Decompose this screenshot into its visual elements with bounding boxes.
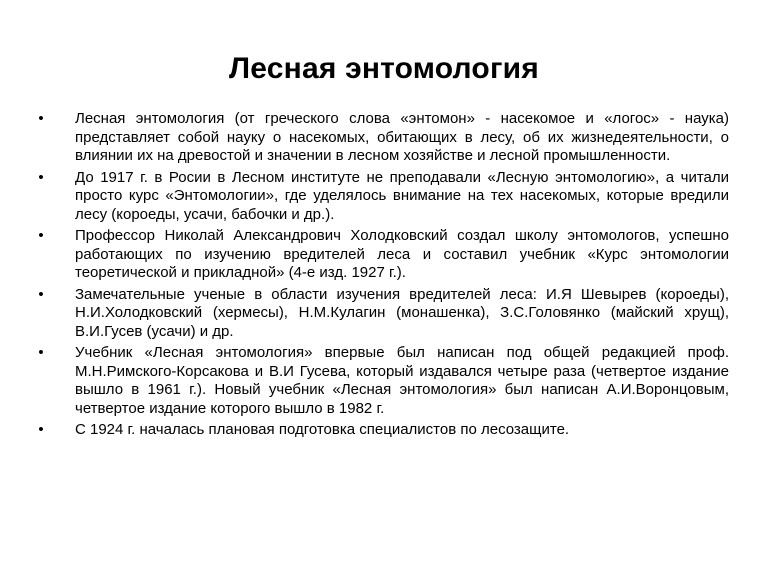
bullet-dot-icon: • bbox=[38, 110, 44, 127]
bullet-text: Замечательные ученые в области изучения вредителей леса: И.Я Шевырев (короеды), Н.И.Холодковский (хермесы), Н.М.Кулагин (монашенка), З.С.Головянко (майский хрущ), В.И.Гусев (усачи) и др. bbox=[75, 285, 729, 340]
bullet-dot-icon: • bbox=[38, 168, 44, 186]
bullet-text: Учебник «Лесная энтомология» впервые был написан под общей редакцией проф. М.Н.Римского-Корсакова и В.И Гусева, который издавался четыре раза (четвертое издание вышло в 1961 г.). Новый учебник «Лесная энтомология» был написан А.И.Воронцовым, четвертое издание которого вышло в 1982 г. bbox=[75, 344, 729, 417]
bullet-item bbox=[35, 110, 729, 166]
bullet-item bbox=[35, 169, 729, 225]
bullet-item bbox=[35, 286, 729, 342]
bullet-item bbox=[35, 227, 729, 283]
bullet-dot-icon: • bbox=[38, 285, 44, 303]
bullet-dot-icon: • bbox=[38, 421, 44, 438]
bullet-item bbox=[35, 344, 729, 418]
bullet-text: Лесная энтомология (от греческого слова «энтомон» - насекомое и «логос» - наука) представляет собой науку о насекомых, обитающих в лесу, об их жизнедеятельности, о влиянии их на древостой и значении в лесном хозяйстве и лесной промышленности. bbox=[75, 110, 729, 164]
bullet-list bbox=[35, 110, 729, 443]
bullet-item bbox=[35, 421, 729, 440]
bullet-text: Профессор Николай Александрович Холодковский создал школу энтомологов, успешно работающих по изучению вредителей леса и составил учебник «Курс энтомологии теоретической и прикладной» (4-е изд. 1927 г.). bbox=[75, 227, 729, 281]
bullet-dot-icon: • bbox=[38, 344, 44, 361]
bullet-dot-icon: • bbox=[38, 227, 44, 244]
bullet-text: С 1924 г. началась плановая подготовка специалистов по лесозащите. bbox=[75, 421, 570, 438]
bullet-text: До 1917 г. в Росии в Лесном институте не преподавали «Лесную энтомологию», а читали просто курс «Энтомологии», где уделялось внимание на тех насекомых, которые вредили лесу (короеды, усачи, бабочки и др.). bbox=[75, 168, 729, 223]
slide-title: Лесная энтомология bbox=[229, 52, 539, 85]
